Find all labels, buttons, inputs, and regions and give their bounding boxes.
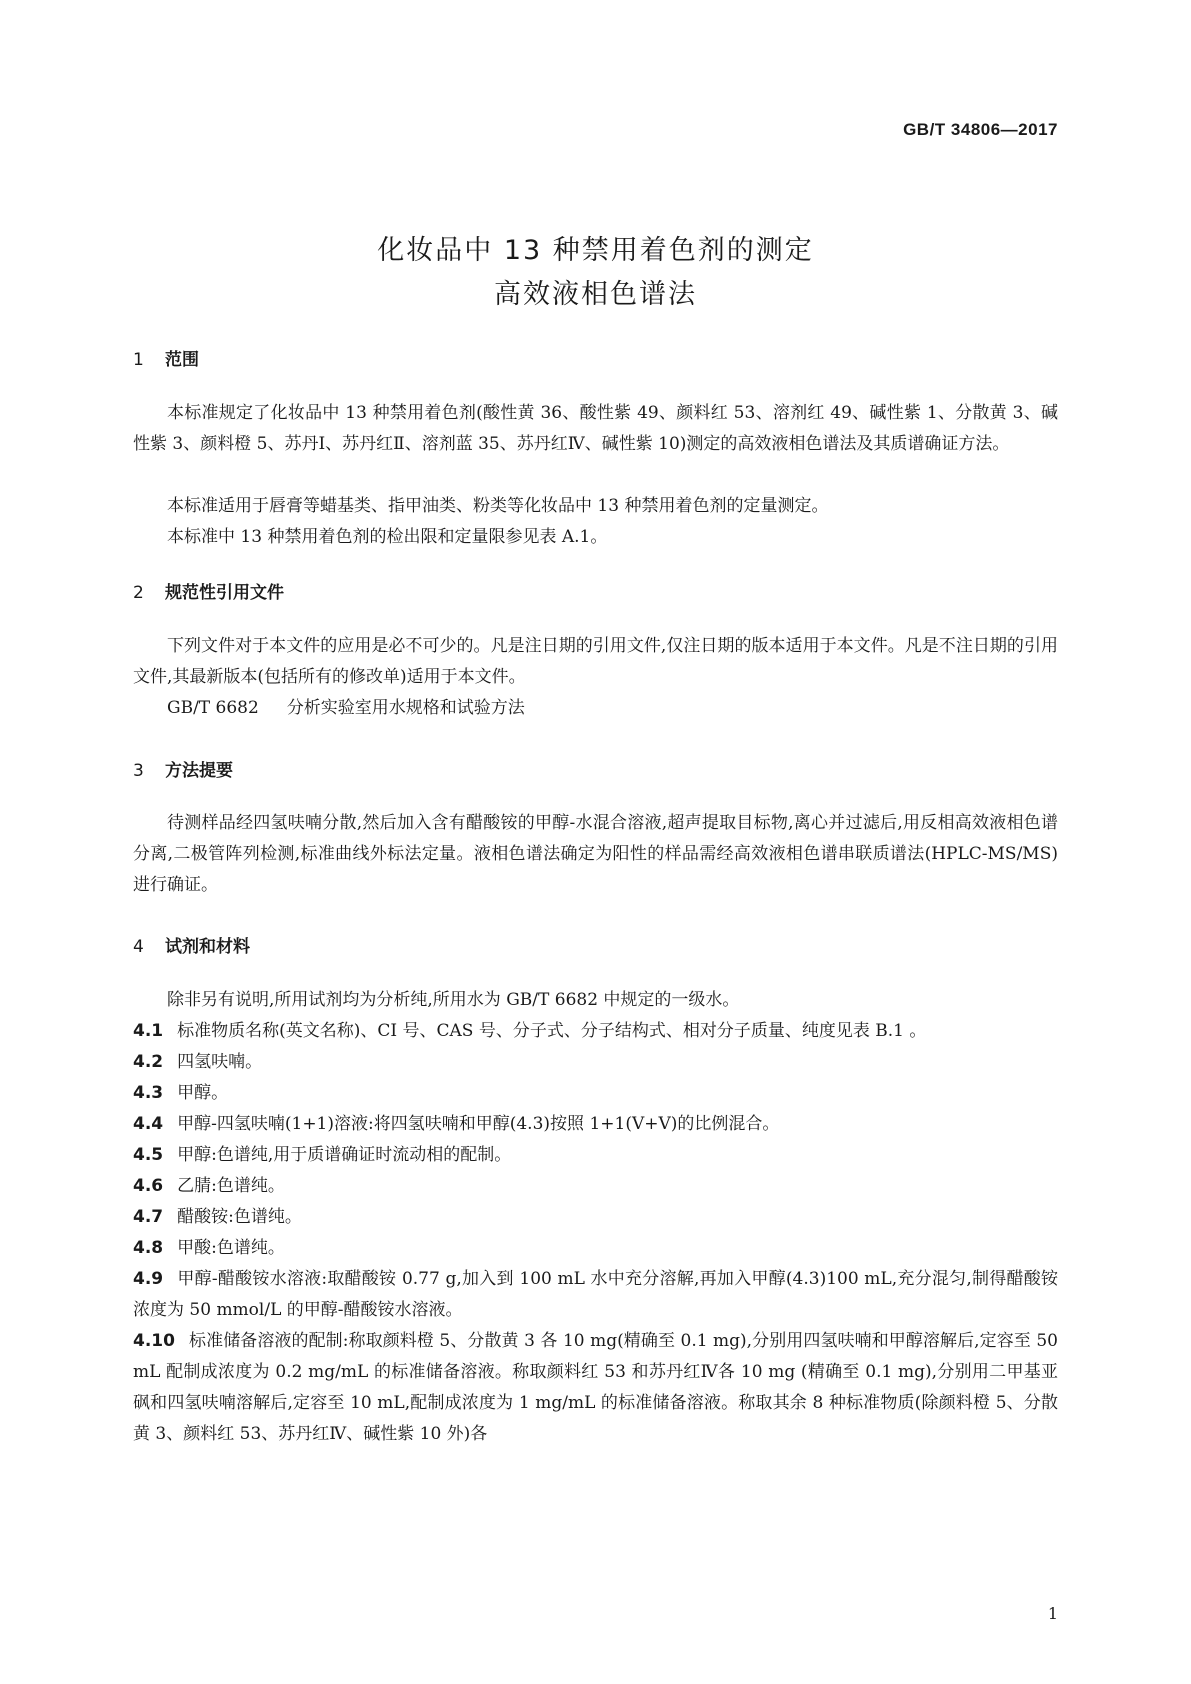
clause-text: 甲醇-醋酸铵水溶液:取醋酸铵 0.77 g,加入到 100 mL 水中充分溶解,再加入甲醇(4.3)100 mL,充分混匀,制得醋酸铵浓度为 50 mmol/L 的甲醇-醋酸铵水溶液。 [133,1269,1058,1320]
clause-number: 4.1 [133,1021,164,1041]
section-number: 1 [133,350,144,370]
section-1-paragraph-3: 本标准中 13 种禁用着色剂的检出限和定量限参见表 A.1。 [167,527,608,547]
section-number: 4 [133,937,144,957]
section-2-heading [133,578,284,603]
clause-4-7 [133,1202,1058,1233]
clause-text: 甲酸:色谱纯。 [177,1238,285,1258]
section-3-paragraph-1: 待测样品经四氢呋喃分散,然后加入含有醋酸铵的甲醇-水混合溶液,超声提取目标物,离心并过滤后,用反相高效液相色谱分离,二极管阵列检测,标准曲线外标法定量。液相色谱法确定为阳性的样品需经高效液相色谱串联质谱法(HPLC-MS/MS)进行确证。 [133,813,1058,895]
section-title: 规范性引用文件 [165,583,284,603]
clause-4-9 [133,1264,1058,1326]
clause-text: 甲醇-四氢呋喃(1+1)溶液:将四氢呋喃和甲醇(4.3)按照 1+1(V+V)的比例混合。 [177,1114,780,1134]
section-title: 范围 [165,350,199,370]
clause-4-10 [133,1326,1058,1450]
section-2-paragraph-1: 下列文件对于本文件的应用是必不可少的。凡是注日期的引用文件,仅注日期的版本适用于本文件。凡是不注日期的引用文件,其最新版本(包括所有的修改单)适用于本文件。 [133,636,1058,687]
section-4-intro: 除非另有说明,所用试剂均为分析纯,所用水为 GB/T 6682 中规定的一级水。 [167,990,740,1010]
section-number: 3 [133,761,144,781]
clause-4-4 [133,1109,1058,1140]
section-number: 2 [133,583,144,603]
clause-text: 标准储备溶液的配制:称取颜料橙 5、分散黄 3 各 10 mg(精确至 0.1 mg),分别用四氢呋喃和甲醇溶解后,定容至 50 mL 配制成浓度为 0.2 mg/mL 的标准储备溶液。称取颜料红 53 和苏丹红Ⅳ各 10 mg (精确至 0.1 mg),分别用二甲基亚砜和四氢呋喃溶解后,定容至 10 mL,配制成浓度为 1 mg/mL 的标准储备溶液。称取其余 8 种标准物质(除颜料橙 5、分散黄 3、颜料红 53、苏丹红Ⅳ、碱性紫 10 外)各 [133,1331,1058,1444]
clause-4-2 [133,1047,1058,1078]
section-4-heading [133,932,250,957]
normative-reference [133,693,1058,724]
document-subtitle: 高效液相色谱法 [494,279,697,310]
reference-code: GB/T 6682 [167,698,259,718]
page-number: 1 [1047,1604,1058,1623]
clause-4-6 [133,1171,1058,1202]
standard-number: GB/T 34806—2017 [903,120,1058,139]
clause-text: 甲醇:色谱纯,用于质谱确证时流动相的配制。 [177,1145,512,1165]
clause-number: 4.8 [133,1238,164,1258]
clause-4-8 [133,1233,1058,1264]
clause-4-3 [133,1078,1058,1109]
clause-number: 4.5 [133,1145,164,1165]
section-1-heading [133,345,199,370]
clause-number: 4.6 [133,1176,164,1196]
clause-number: 4.9 [133,1269,164,1289]
clause-4-1 [133,1016,1058,1047]
reference-title: 分析实验室用水规格和试验方法 [286,698,525,718]
clause-number: 4.10 [133,1331,175,1351]
clause-number: 4.4 [133,1114,164,1134]
section-title: 试剂和材料 [165,937,250,957]
clause-text: 甲醇。 [177,1083,229,1103]
clause-text: 四氢呋喃。 [177,1052,263,1072]
clause-text: 乙腈:色谱纯。 [177,1176,285,1196]
section-3-heading [133,756,233,781]
clause-number: 4.7 [133,1207,164,1227]
clause-4-5 [133,1140,1058,1171]
clause-number: 4.2 [133,1052,164,1072]
section-1-paragraph-2: 本标准适用于唇膏等蜡基类、指甲油类、粉类等化妆品中 13 种禁用着色剂的定量测定。 [167,496,829,516]
section-title: 方法提要 [165,761,233,781]
clause-text: 标准物质名称(英文名称)、CI 号、CAS 号、分子式、分子结构式、相对分子质量、纯度见表 B.1 。 [177,1021,927,1041]
clause-number: 4.3 [133,1083,164,1103]
document-title: 化妆品中 13 种禁用着色剂的测定 [377,235,814,266]
clause-text: 醋酸铵:色谱纯。 [177,1207,302,1227]
section-1-paragraph-1: 本标准规定了化妆品中 13 种禁用着色剂(酸性黄 36、酸性紫 49、颜料红 53、溶剂红 49、碱性紫 1、分散黄 3、碱性紫 3、颜料橙 5、苏丹Ⅰ、苏丹红Ⅱ、溶剂蓝 35、苏丹红Ⅳ、碱性紫 10)测定的高效液相色谱法及其质谱确证方法。 [133,403,1058,454]
